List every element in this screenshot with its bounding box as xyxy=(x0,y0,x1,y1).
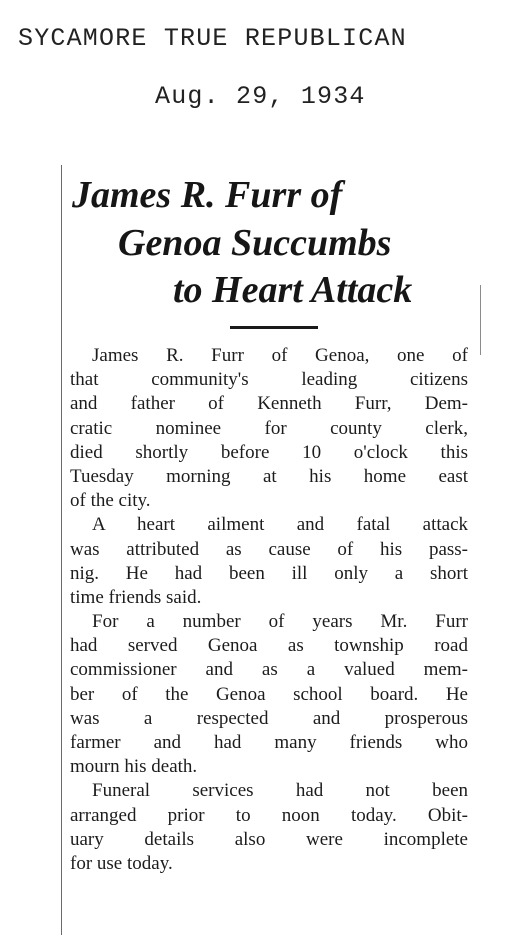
clipping-edge-left xyxy=(61,165,62,935)
article-line: was a respected and prosperous xyxy=(70,707,468,729)
article-line: died shortly before 10 o'clock this xyxy=(70,441,468,463)
article-line: that community's leading citizens xyxy=(70,369,468,391)
article-line: farmer and had many friends who xyxy=(70,732,468,753)
article-line: James R. Furr of Genoa, one of xyxy=(92,345,468,366)
article-line: commissioner and as a valued mem- xyxy=(70,659,468,681)
article-line: ber of the Genoa school board. He xyxy=(70,683,468,705)
publication-date: Aug. 29, 1934 xyxy=(155,82,366,111)
headline-line-3: to Heart Attack xyxy=(173,269,413,311)
article-line: and father of Kenneth Furr, Dem- xyxy=(70,393,468,415)
article-body xyxy=(70,344,468,876)
article-line: For a number of years Mr. Furr xyxy=(92,611,468,633)
article-line: mourn his death. xyxy=(70,756,198,778)
headline-line-1: James R. Furr of xyxy=(72,174,343,216)
article-line: Tuesday morning at his home east xyxy=(70,465,468,487)
article-line: of the city. xyxy=(70,490,151,512)
article-line: had served Genoa as township road xyxy=(70,635,468,657)
clipping-edge-right xyxy=(480,285,481,355)
article-line: cratic nominee for county clerk, xyxy=(70,417,468,439)
article-line: time friends said. xyxy=(70,586,202,608)
article-line: A heart ailment and fatal attack xyxy=(92,514,468,536)
headline-divider xyxy=(230,326,318,329)
headline-line-2: Genoa Succumbs xyxy=(118,222,392,264)
publication-name: SYCAMORE TRUE REPUBLICAN xyxy=(18,24,407,53)
article-line: for use today. xyxy=(70,852,173,874)
article-line: Funeral services had not been xyxy=(92,780,468,802)
article-line: arranged prior to noon today. Obit- xyxy=(70,804,468,826)
article-line: uary details also were incomplete xyxy=(70,828,468,850)
article-line: nig. He had been ill only a short xyxy=(70,562,468,584)
article-line: was attributed as cause of his pass- xyxy=(70,538,468,560)
